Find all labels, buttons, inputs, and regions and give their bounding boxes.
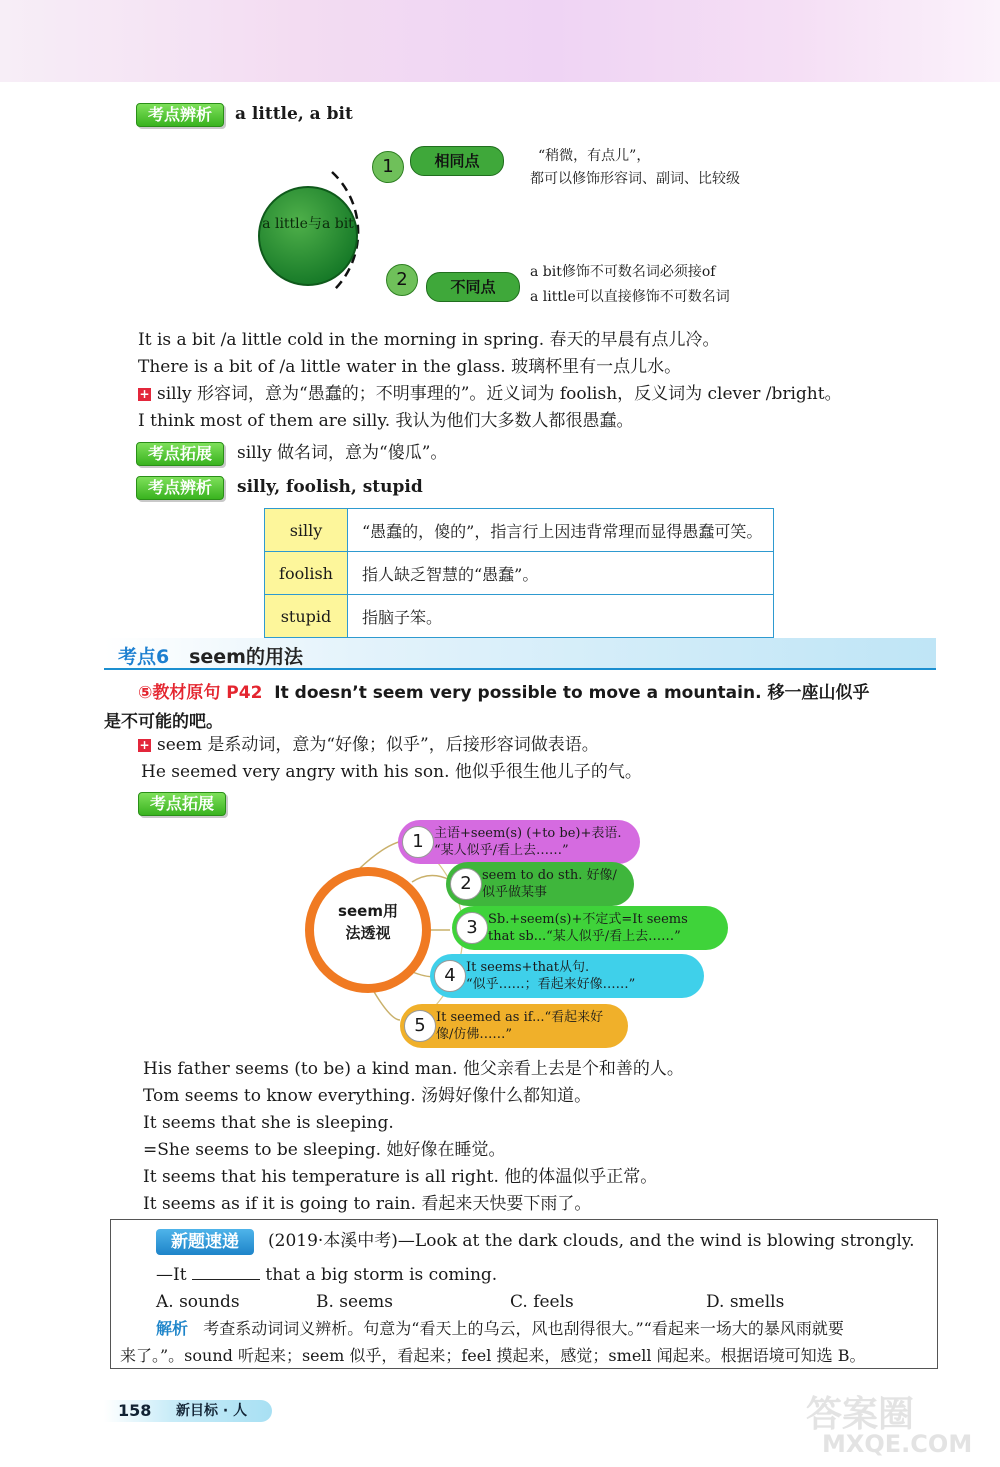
- usage-pill-1: 1 主语+seem(s) (+to be)+表语. “某人似乎/看上去……”: [398, 820, 640, 864]
- pill-number: 5: [404, 1010, 436, 1042]
- top-decor-band: [0, 0, 1000, 82]
- example-line: Tom seems to know everything. 汤姆好像什么都知道。: [143, 1086, 592, 1106]
- option-a[interactable]: A. sounds: [156, 1292, 240, 1312]
- center-circle: [258, 186, 358, 286]
- compare-title: silly, foolish, stupid: [237, 477, 423, 497]
- branch1-number: 1: [372, 151, 404, 183]
- silly-expand-text: silly 做名词，意为“傻瓜”。: [237, 443, 448, 463]
- silly-note: + silly 形容词，意为“愚蠢的；不明事理的”。近义词为 foolish，反义词为 clever /bright。: [139, 384, 842, 404]
- usage-pill-2: 2 seem to do sth. 好像/ 似乎做某事: [446, 862, 634, 906]
- analysis-tag: 考点辨析: [136, 476, 224, 500]
- silly-example: I think most of them are silly. 我认为他们大多数人都很愚蠢。: [138, 411, 634, 431]
- example-line: His father seems (to be) a kind man. 他父亲看上去是个和善的人。: [143, 1059, 684, 1079]
- page-number: 158: [118, 1401, 152, 1420]
- example-line: It seems that his temperature is all right. 他的体温似乎正常。: [143, 1167, 658, 1187]
- exercise-tag: 新题速递: [156, 1229, 254, 1255]
- pill-number: 4: [434, 960, 466, 992]
- source-sentence-cont: 是不可能的吧。: [104, 712, 223, 732]
- pill-number: 2: [450, 868, 482, 900]
- plus-icon: +: [139, 738, 150, 752]
- branch1-text1: “稍微，有点儿”，: [538, 148, 651, 164]
- watermark-logo: 答案圈: [806, 1394, 915, 1435]
- expand-tag: 考点拓展: [138, 792, 226, 816]
- section-number: 考点6: [118, 646, 170, 668]
- pill-number: 3: [456, 912, 488, 944]
- example-line: It seems that she is sleeping.: [143, 1113, 394, 1133]
- page-footer: [104, 1400, 272, 1422]
- analysis-label: 解析: [156, 1319, 189, 1338]
- table-row: [265, 509, 774, 552]
- usage-pill-5: 5 It seemed as if...“看起来好 像/仿佛……”: [400, 1004, 628, 1048]
- watermark-url: MXQE.COM: [822, 1430, 973, 1458]
- word-compare-table: [264, 508, 774, 638]
- branch1-label: 相同点: [410, 146, 504, 176]
- usage-pill-3: 3 Sb.+seem(s)+不定式=It seems that sb...“某人似乎/看上去……”: [452, 906, 728, 950]
- table-row: [265, 595, 774, 638]
- answer-blank[interactable]: [192, 1263, 260, 1280]
- exercise-blank-line: —It that a big storm is coming.: [156, 1265, 498, 1285]
- table-desc: “愚蠢的，傻的”，指言行上因违背常理而显得愚蠢可笑。: [348, 509, 774, 552]
- table-word: silly: [265, 509, 348, 552]
- usage-pill-4: 4 It seems+that从句. “似乎……；看起来好像……”: [430, 954, 704, 998]
- section-title: a little, a bit: [235, 104, 353, 124]
- branch1-text2: 都可以修饰形容词、副词、比较级: [530, 171, 740, 187]
- source-label: ⑤教材原句 P42: [138, 683, 263, 703]
- ring-label: seem用 法透视: [338, 902, 398, 942]
- table-desc: 指人缺乏智慧的“愚蠢”。: [348, 552, 774, 595]
- example-line: It is a bit /a little cold in the morning in spring. 春天的早晨有点儿冷。: [138, 330, 720, 350]
- table-word: foolish: [265, 552, 348, 595]
- table-row: [265, 552, 774, 595]
- seem-example: He seemed very angry with his son. 他似乎很生他儿子的气。: [141, 762, 642, 782]
- source-sentence: ⑤教材原句 P42 It doesn’t seem very possible to move a mountain. 移一座山似乎: [138, 683, 870, 703]
- analysis-line: 解析 考查系动词词义辨析。句意为“看天上的乌云，风也刮得很大。”“看起来一场大的暴风雨就要: [156, 1319, 844, 1338]
- section-title: seem的用法: [189, 646, 303, 668]
- section-header: [104, 638, 936, 670]
- example-line: It seems as if it is going to rain. 看起来天快要下雨了。: [143, 1194, 592, 1214]
- option-d[interactable]: D. smells: [706, 1292, 785, 1312]
- example-line: There is a bit of /a little water in the glass. 玻璃杯里有一点儿水。: [138, 357, 682, 377]
- analysis-line: 来了。”。sound 听起来；seem 似乎，看起来；feel 摸起来，感觉；smell 闻起来。根据语境可知选 B。: [120, 1346, 866, 1365]
- table-word: stupid: [265, 595, 348, 638]
- seem-note: + seem 是系动词，意为“好像；似乎”，后接形容词做表语。: [139, 735, 599, 755]
- branch2-number: 2: [386, 264, 418, 296]
- option-b[interactable]: B. seems: [316, 1292, 393, 1312]
- table-desc: 指脑子笨。: [348, 595, 774, 638]
- plus-icon: +: [139, 387, 150, 401]
- branch2-text1: a bit修饰不可数名词必须接of: [530, 264, 716, 280]
- book-name: 新目标 · 人: [176, 1403, 248, 1419]
- option-c[interactable]: C. feels: [510, 1292, 574, 1312]
- expand-tag: 考点拓展: [136, 442, 224, 466]
- analysis-tag: 考点辨析: [136, 103, 224, 127]
- branch2-text2: a little可以直接修饰不可数名词: [530, 289, 730, 305]
- exercise-question: (2019·本溪中考)—Look at the dark clouds, and the wind is blowing strongly.: [268, 1231, 915, 1251]
- example-line: =She seems to be sleeping. 她好像在睡觉。: [143, 1140, 506, 1160]
- pill-number: 1: [402, 826, 434, 858]
- branch2-label: 不同点: [426, 272, 520, 302]
- center-label: a little与a bit: [262, 216, 354, 232]
